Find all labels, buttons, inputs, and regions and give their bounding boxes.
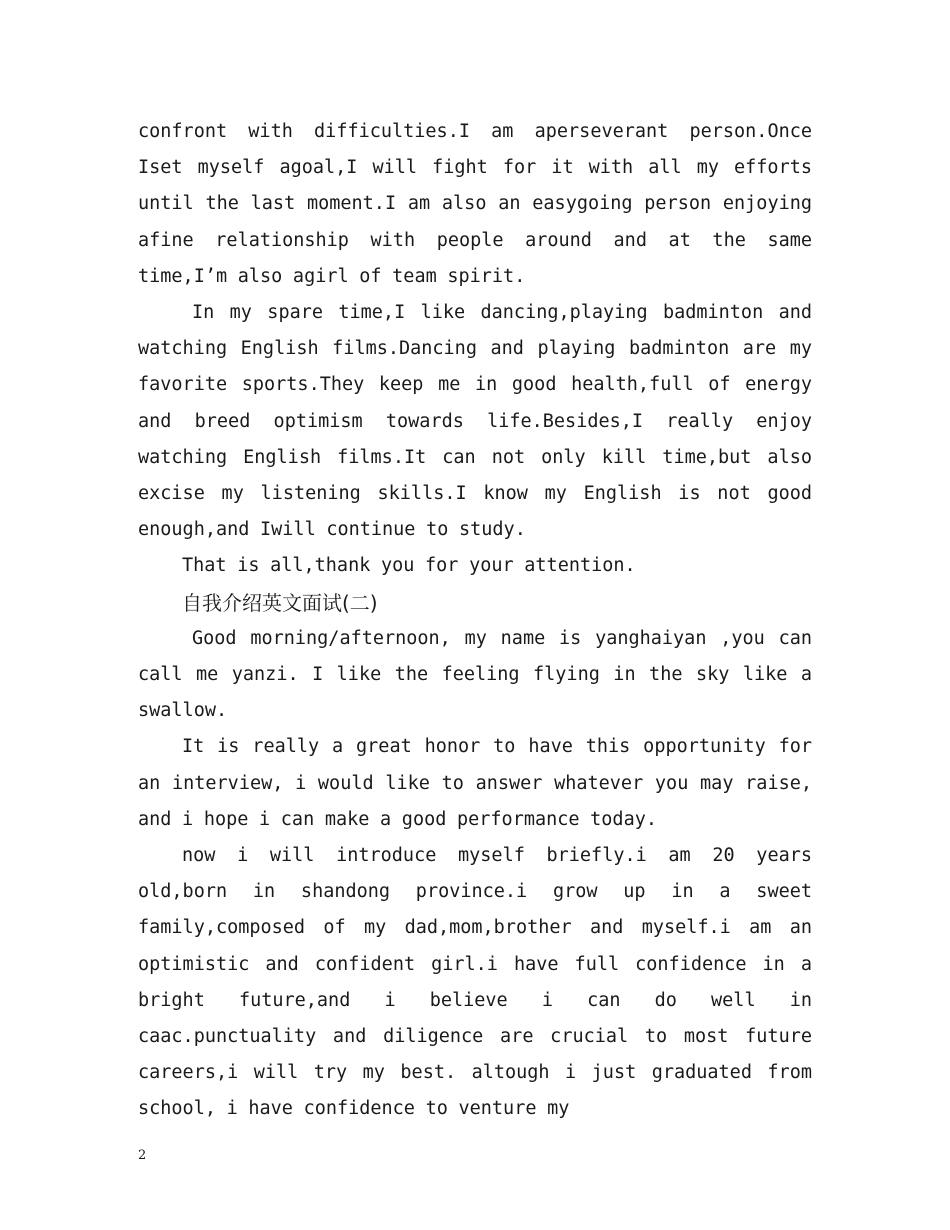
paragraph-personality: confront with difficulties.I am aperseverant person.Once Iset myself agoal,I will fight for it with all my efforts until the last moment.I am also an easygoing person enjoying afine relationship with people around and at the same time,I’m also agirl of team spirit. <box>138 121 812 287</box>
paragraph-hobbies: In my spare time,I like dancing,playing badminton and watching English films.Dancing and playing badminton are my favorite sports.They keep me in good health,full of energy and breed optimism towards life.Besides,I really enjoy watching English films.It can not only kill time,but also excise my listening skills.I know my English is not good enough,and Iwill continue to study. <box>138 302 812 541</box>
paragraph-closing: That is all,thank you for your attention. <box>182 555 636 577</box>
page-number: 2 <box>138 1148 147 1163</box>
paragraph-introduction: now i will introduce myself briefly.i am 20 years old,born in shandong province.i grow up in a sweet family,composed of my dad,mom,brother and myself.i am an optimistic and confident girl.i have full confidence in a bright future,and i believe i can do well in caac.punctuality and diligence are crucial to most future careers,i will try my best. altough i just graduated from school, i have confidence to venture my <box>138 845 812 1120</box>
page-body <box>138 114 812 1128</box>
paragraph-greeting: Good morning/afternoon, my name is yanghaiyan ,you can call me yanzi. I like the feeling flying in the sky like a swallow. <box>138 627 812 722</box>
section-heading: 自我介绍英文面试(二) <box>182 590 378 615</box>
paragraph-opportunity: It is really a great honor to have this opportunity for an interview, i would like to answer whatever you may raise, and i hope i can make a good performance today. <box>138 736 812 830</box>
